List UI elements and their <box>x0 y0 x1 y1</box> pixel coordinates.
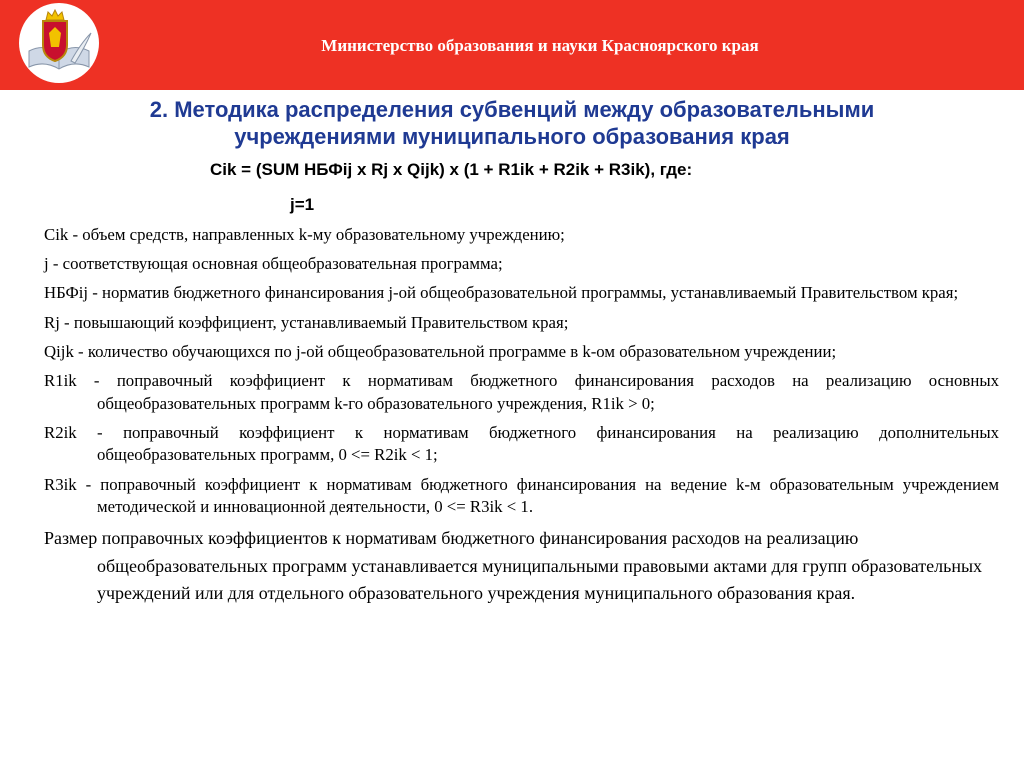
formula-main: Cik = (SUM НБФij x Rj x Qijk) x (1 + R1ik + R2ik + R3ik), где: <box>210 160 693 179</box>
definition-nbfij: НБФij - норматив бюджетного финансирования j-ой общеобразовательной программы, устанавливаемый Правительством края; <box>44 283 959 303</box>
slide-title-line-1: 2. Методика распределения субвенций между образовательными <box>149 97 875 122</box>
definition-rj: Rj - повышающий коэффициент, устанавливаемый Правительством края; <box>44 312 569 332</box>
definitions-list <box>44 224 999 608</box>
header-bar <box>0 0 1024 90</box>
definition-r3ik: R3ik - поправочный коэффициент к нормативам бюджетного финансирования на ведение k-м образовательным учреждением методической и инновационной деятельности, 0 <= R3ik < 1. <box>44 474 999 517</box>
definition-j: j - соответствующая основная общеобразовательная программа; <box>44 254 503 274</box>
formula-subscript: j=1 <box>290 195 315 214</box>
definition-cik: Cik - объем средств, направленных k-му образовательному учреждению; <box>44 225 565 244</box>
slide-title-line-2: учреждениями муниципального образования края <box>234 124 790 149</box>
emblem-badge <box>19 3 99 83</box>
slide-title <box>60 96 964 150</box>
definition-r1ik: R1ik - поправочный коэффициент к нормативам бюджетного финансирования расходов на реализацию основных общеобразовательных программ k-го образовательного учреждения, R1ik > 0; <box>44 370 999 413</box>
definition-r2ik: R2ik - поправочный коэффициент к нормативам бюджетного финансирования на реализацию дополнительных общеобразовательных программ, 0 <= R2ik < 1; <box>44 422 999 465</box>
ministry-title: Министерство образования и науки Красноярского края <box>321 36 759 55</box>
coefficients-paragraph: Размер поправочных коэффициентов к нормативам бюджетного финансирования расходов на реализацию общеобразовательных программ устанавливается муниципальными правовыми актами для групп образовательных учреждений или для отдельного образовательного учреждения муниципального образования края. <box>44 528 983 604</box>
regional-coat-of-arms-icon <box>19 3 99 83</box>
definition-qijk: Qijk - количество обучающихся по j-ой общеобразовательной программе в k-ом образовательном учреждении; <box>44 341 837 361</box>
